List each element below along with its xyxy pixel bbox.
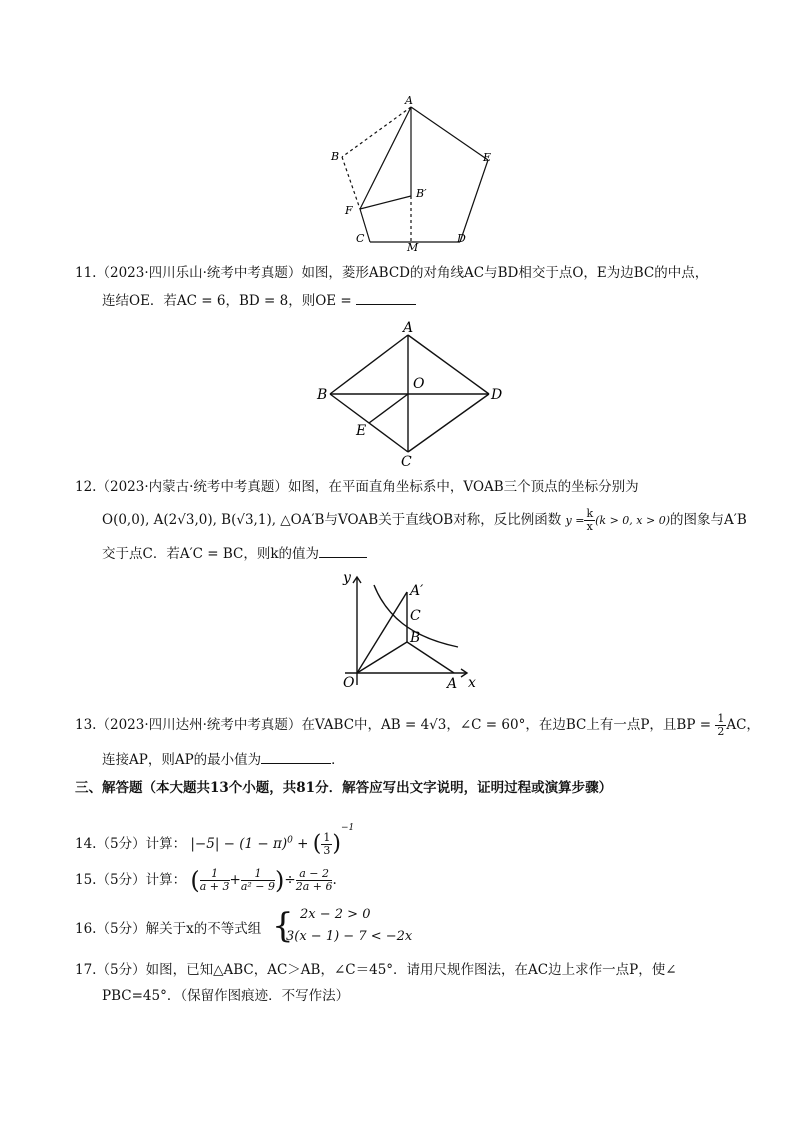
q14-line: 14.（5分）计算： $|-5| - (1 - \pi)^0$ + ( $\frac{1}{3}$ )$^{-1}$ [75, 823, 355, 857]
q15-f1-den: a + 3 [199, 880, 230, 893]
q17-text1: 如图，已知△ABC，AC＞AB，∠C＝45°．请用尺规作图法，在AC边上求作一点P，使∠ [145, 962, 677, 978]
q17-text2: PBC=45°．（保留作图痕迹．不写作法） [102, 988, 350, 1004]
coord-label-B: B [410, 630, 421, 646]
q13-frac-den: 2 [717, 725, 725, 738]
q12-text2b: 的图象与A′B [670, 512, 747, 528]
q13-text2: 连接AP，则AP的最小值为 [102, 752, 262, 768]
label-A: A [405, 94, 413, 107]
q15-f2-num: 1 [241, 868, 275, 881]
q15-f3-den: 2a + 6 [295, 880, 333, 893]
q15-f3-num: a − 2 [296, 868, 333, 881]
q17-number: 17. [75, 962, 97, 978]
q14-points: （5分） [96, 836, 146, 852]
q13-source: （2023·四川达州·统考中考真题） [96, 717, 302, 733]
q16-points: （5分） [96, 921, 146, 937]
q11-text2: 连结OE．若AC = 6，BD = 8，则OE = [102, 293, 352, 309]
q11-text1: 如图，菱形ABCD的对角线AC与BD相交于点O，E为边BC的中点， [301, 265, 709, 281]
coord-label-O: O [343, 675, 355, 691]
q15-number: 15. [75, 872, 97, 888]
q12-text3: 交于点C．若A′C = BC，则k的值为 [102, 546, 320, 562]
rhombus-label-D: D [491, 387, 503, 403]
label-B: B [331, 150, 340, 163]
label-D: D [457, 232, 466, 245]
q12-func-frac [584, 508, 595, 533]
q15-points: （5分） [96, 872, 146, 888]
q11-source: （2023·四川乐山·统考中考真题） [96, 265, 302, 281]
q12-text2a: O(0,0), A(2√3,0), B(√3,1), △OA′B与VOAB关于直线OB对称，反比例函数 [102, 512, 562, 528]
q13-answer-blank [261, 750, 331, 764]
q12-line1 [75, 477, 639, 497]
q14-number: 14. [75, 836, 97, 852]
q15-f1-num: 1 [200, 868, 230, 881]
q14-exp-neg1: −1 [340, 823, 355, 833]
q14-exp0: 0 [287, 835, 293, 846]
q12-func-num: k [586, 507, 594, 520]
q12-text1: 如图，在平面直角坐标系中，VOAB三个顶点的坐标分别为 [287, 479, 639, 495]
q17-line2 [102, 986, 349, 1006]
q12-func-den: x [586, 520, 593, 533]
q16-ineq1: 2x − 2 > 0 [300, 907, 371, 922]
coord-label-C: C [410, 608, 421, 624]
q12-func-cond: (k > 0, x > 0) [595, 514, 670, 527]
q13-line2 [102, 750, 345, 770]
coordinate-figure [0, 565, 794, 695]
q17-line1 [75, 960, 677, 980]
q13-number: 13. [75, 717, 97, 733]
q11-line1 [75, 263, 708, 283]
rhombus-label-O: O [413, 376, 425, 392]
q14-frac-den: 3 [323, 844, 331, 857]
q15-tail: . [332, 872, 337, 888]
q16-prefix: 解关于x的不等式组 [145, 921, 262, 937]
q13-text1a: 在VABC中，AB = 4√3，∠C = 60°，在边BC上有一点P，且BP = [301, 717, 712, 733]
coord-label-y: y [343, 570, 351, 586]
q13-tail: ． [331, 752, 345, 768]
q15-frac1 [200, 868, 230, 893]
q15-line: 15.（5分）计算： ( $\frac{1}{a + 3}$ + $\frac{1}{\text{a² − 9}}$ )÷ $\frac{a - 2}{2a + 6}$ . [75, 866, 337, 895]
q16-number: 16. [75, 921, 97, 937]
q16-line [75, 919, 261, 939]
q15-div: ÷ [284, 872, 296, 888]
q13-frac [715, 713, 726, 738]
q15-f2-den: a² − 9 [240, 880, 276, 893]
q11-line2 [102, 291, 416, 311]
q13-frac-num: 1 [717, 712, 725, 725]
label-M: M [407, 241, 419, 254]
q12-number: 12. [75, 479, 97, 495]
coord-label-x: x [468, 675, 476, 691]
q12-source: （2023·内蒙古·统考中考真题） [96, 479, 288, 495]
q14-frac-num: 1 [323, 831, 331, 844]
rhombus-label-C: C [401, 454, 412, 470]
rhombus-label-B: B [317, 387, 328, 403]
q12-line2 [102, 508, 747, 533]
q14-plus: + [292, 836, 313, 852]
coord-label-A: A [447, 676, 458, 692]
q14-expr-a: |−5| − (1 − π) [190, 836, 288, 852]
q12-answer-blank [319, 544, 367, 558]
q13-line1 [75, 713, 760, 738]
label-C: C [356, 232, 365, 245]
label-F: F [345, 204, 353, 217]
q15-frac2 [241, 868, 275, 893]
pentagon-figure [0, 0, 794, 260]
label-B-prime: B′ [416, 187, 427, 200]
q11-number: 11. [75, 265, 97, 281]
q15-frac3 [296, 868, 333, 893]
q14-prefix: 计算： [145, 836, 187, 852]
coord-label-A-prime: A′ [410, 583, 424, 599]
q16-ineq2: 3(x − 1) − 7 < −2x [286, 929, 413, 944]
rhombus-label-A: A [403, 320, 414, 336]
q12-func-y: y = [565, 514, 585, 527]
rhombus-label-E: E [356, 423, 367, 439]
q15-prefix: 计算： [145, 872, 187, 888]
label-E: E [483, 151, 492, 164]
rhombus-figure [0, 318, 794, 478]
q16-brace: { [272, 906, 294, 946]
q11-answer-blank [356, 291, 416, 305]
q14-frac [321, 832, 332, 857]
section3-title: 三、解答题（本大题共13个小题，共81分．解答应写出文字说明，证明过程或演算步骤） [75, 780, 613, 796]
q17-points: （5分） [96, 962, 146, 978]
q12-line3 [102, 544, 367, 564]
q13-text1b: AC， [726, 717, 760, 733]
